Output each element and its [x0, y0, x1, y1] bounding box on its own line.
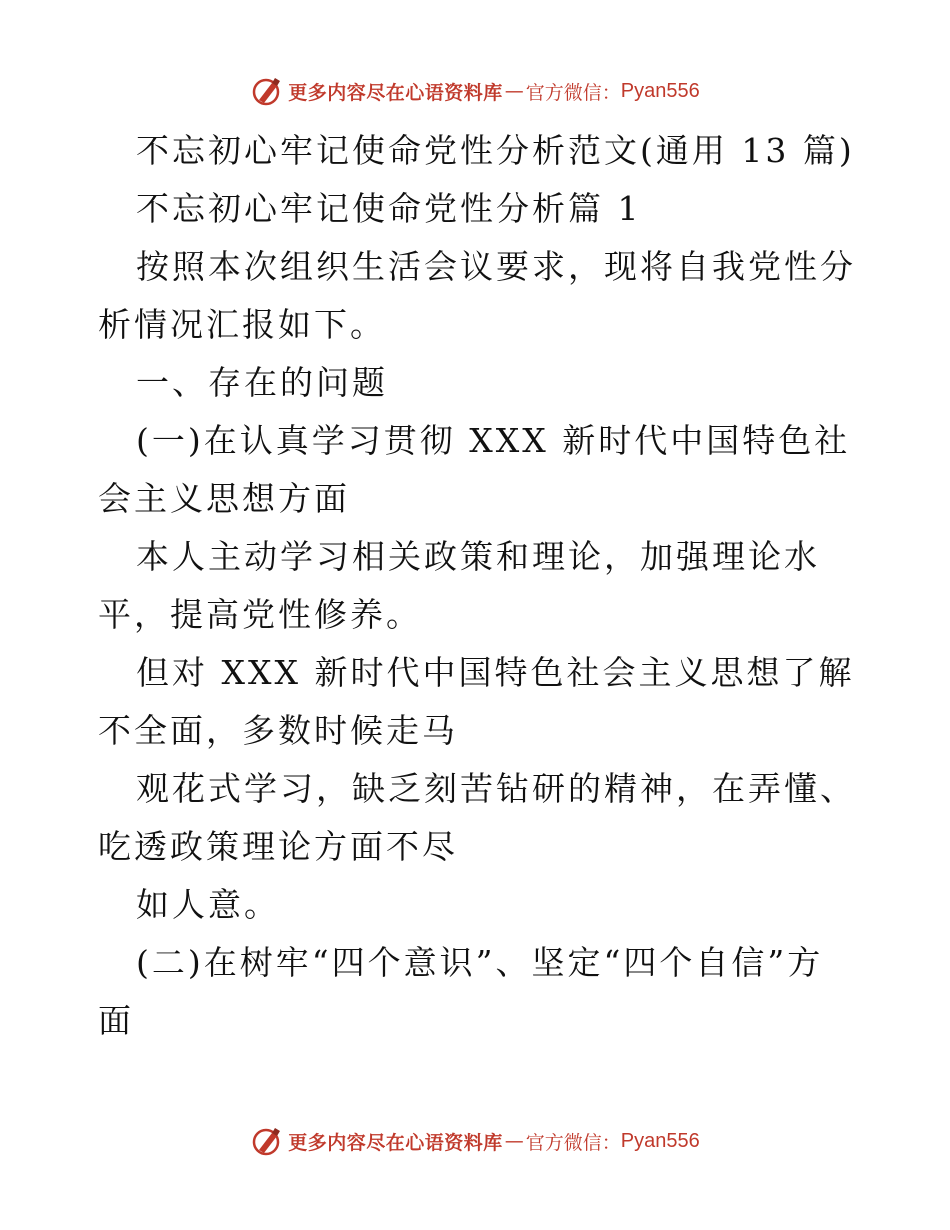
subheading: 一、存在的问题 [136, 363, 388, 402]
paragraph: 本人主动学习相关政策和理论，加强理论水平，提高党性修养。 [98, 537, 820, 634]
watermark-label: 官方微信： [525, 81, 621, 104]
watermark-title: 更多内容尽在心语资料库 [288, 1131, 503, 1154]
header-watermark [0, 74, 950, 108]
watermark-id: Pyan556 [620, 79, 700, 102]
watermark-separator: — [504, 1130, 524, 1152]
footer-watermark [0, 1124, 950, 1158]
document-body [98, 122, 858, 1050]
paragraph: 但对 XXX 新时代中国特色社会主义思想了解不全面，多数时候走马 [98, 653, 855, 750]
pen-nib-logo-icon [250, 74, 284, 108]
paragraph: 如人意。 [136, 885, 280, 924]
subheading: (一)在认真学习贯彻 XXX 新时代中国特色社会主义思想方面 [98, 421, 851, 518]
document-title: 不忘初心牢记使命党性分析范文(通用 13 篇) [136, 131, 855, 170]
section-heading: 不忘初心牢记使命党性分析篇 1 [136, 189, 642, 228]
watermark-separator: — [504, 80, 524, 102]
watermark-label: 官方微信： [525, 1131, 621, 1154]
watermark-title: 更多内容尽在心语资料库 [288, 81, 503, 104]
paragraph: 观花式学习，缺乏刻苦钻研的精神，在弄懂、吃透政策理论方面不尽 [98, 769, 856, 866]
watermark-id: Pyan556 [620, 1129, 700, 1152]
paragraph: 按照本次组织生活会议要求，现将自我党性分析情况汇报如下。 [98, 247, 856, 344]
subheading: (二)在树牢“四个意识”、坚定“四个自信”方面 [98, 943, 824, 1040]
pen-nib-logo-icon [250, 1124, 284, 1158]
